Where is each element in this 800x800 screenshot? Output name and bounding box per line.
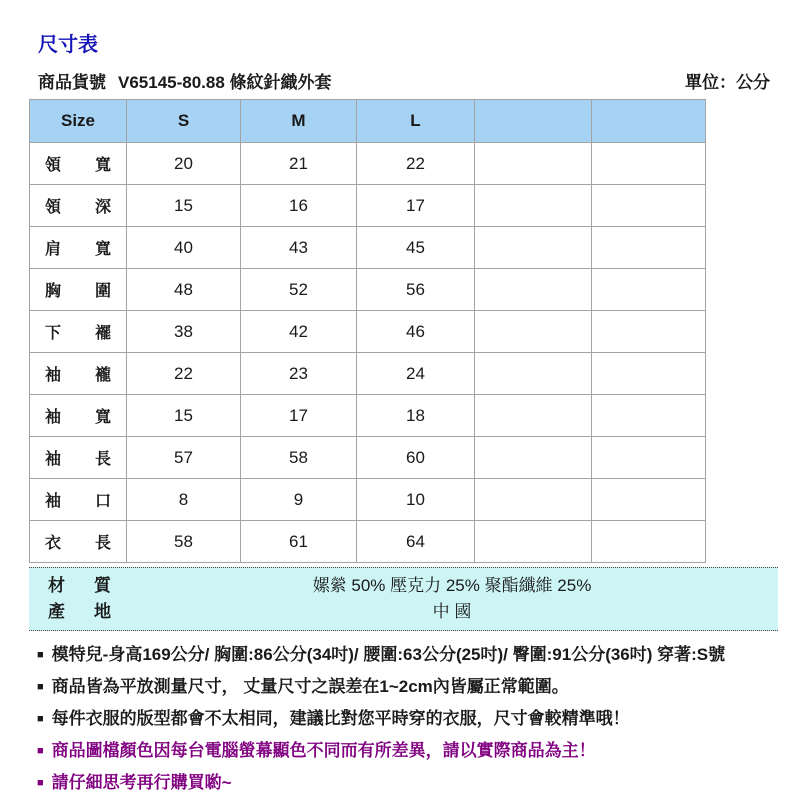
cell-value <box>592 143 706 185</box>
row-label: 下襬 <box>30 311 127 353</box>
note-text: 商品皆為平放測量尺寸， 丈量尺寸之誤差在1~2cm內皆屬正常範圍。 <box>51 677 569 696</box>
bullet-square-icon: ■ <box>37 745 44 757</box>
cell-value <box>592 521 706 563</box>
table-row <box>30 227 706 269</box>
cell-value <box>592 479 706 521</box>
origin-row <box>29 599 778 625</box>
cell-value: 43 <box>241 227 357 269</box>
cell-value: 17 <box>241 395 357 437</box>
cell-value: 46 <box>357 311 475 353</box>
cell-value <box>475 143 592 185</box>
table-row <box>30 143 706 185</box>
cell-value: 40 <box>127 227 241 269</box>
column-header-empty-2 <box>592 100 706 143</box>
material-origin-band <box>29 567 778 631</box>
column-header-l: L <box>357 100 475 143</box>
table-header-row <box>30 100 706 143</box>
row-label: 領深 <box>30 185 127 227</box>
cell-value: 20 <box>127 143 241 185</box>
bullet-square-icon: ■ <box>37 777 44 789</box>
cell-value <box>475 227 592 269</box>
cell-value <box>475 185 592 227</box>
note-text: 模特兒-身高169公分/ 胸圍:86公分(34吋)/ 腰圍:63公分(25吋)/ 臀圍:91公分(36吋) 穿著:S號 <box>51 645 726 664</box>
cell-value: 52 <box>241 269 357 311</box>
column-header-empty-1 <box>475 100 592 143</box>
cell-value: 38 <box>127 311 241 353</box>
note-line-model <box>37 640 770 672</box>
cell-value <box>592 269 706 311</box>
note-line-fit <box>37 704 770 736</box>
cell-value <box>475 479 592 521</box>
notes <box>37 640 770 800</box>
note-text: 每件衣服的版型都會不太相同，建議比對您平時穿的衣服，尺寸會較精準哦！ <box>51 709 630 728</box>
row-label: 袖寬 <box>30 395 127 437</box>
row-label: 肩寬 <box>30 227 127 269</box>
cell-value <box>592 311 706 353</box>
cell-value: 48 <box>127 269 241 311</box>
note-line-color-disclaimer <box>37 736 770 768</box>
cell-value <box>592 185 706 227</box>
cell-value: 9 <box>241 479 357 521</box>
cell-value: 17 <box>357 185 475 227</box>
cell-value: 64 <box>357 521 475 563</box>
table-row <box>30 437 706 479</box>
cell-value: 16 <box>241 185 357 227</box>
cell-value: 60 <box>357 437 475 479</box>
cell-value: 22 <box>127 353 241 395</box>
row-label: 胸圍 <box>30 269 127 311</box>
size-table <box>29 99 706 563</box>
cell-value: 22 <box>357 143 475 185</box>
bullet-square-icon: ■ <box>37 713 44 725</box>
row-label: 衣長 <box>30 521 127 563</box>
bullet-square-icon: ■ <box>37 649 44 661</box>
column-header-s: S <box>127 100 241 143</box>
note-line-measurement <box>37 672 770 704</box>
table-row <box>30 269 706 311</box>
note-line-think-before-buying <box>37 768 770 800</box>
cell-value: 42 <box>241 311 357 353</box>
cell-value: 15 <box>127 185 241 227</box>
cell-value: 23 <box>241 353 357 395</box>
table-row <box>30 479 706 521</box>
cell-value <box>475 311 592 353</box>
cell-value: 21 <box>241 143 357 185</box>
material-value: 嫘縈 50% 壓克力 25% 聚酯纖維 25% <box>312 576 592 595</box>
table-row <box>30 353 706 395</box>
cell-value: 24 <box>357 353 475 395</box>
cell-value <box>592 437 706 479</box>
column-header-size: Size <box>30 100 127 143</box>
material-label: 材質 <box>48 576 111 595</box>
product-number <box>38 72 332 94</box>
product-code: V65145-80.88 條紋針織外套 <box>118 73 332 92</box>
product-header <box>38 72 770 94</box>
table-row <box>30 185 706 227</box>
row-label: 袖口 <box>30 479 127 521</box>
unit-label: 單位：公分 <box>685 73 770 92</box>
cell-value: 58 <box>127 521 241 563</box>
cell-value: 10 <box>357 479 475 521</box>
table-row <box>30 311 706 353</box>
cell-value: 56 <box>357 269 475 311</box>
cell-value <box>475 353 592 395</box>
cell-value <box>475 437 592 479</box>
row-label: 袖長 <box>30 437 127 479</box>
row-label: 袖襱 <box>30 353 127 395</box>
origin-label: 產地 <box>48 602 111 621</box>
cell-value <box>475 269 592 311</box>
cell-value: 45 <box>357 227 475 269</box>
cell-value: 18 <box>357 395 475 437</box>
note-text: 商品圖檔顏色因每台電腦螢幕顯色不同而有所差異，請以實際商品為主！ <box>51 741 596 760</box>
bullet-square-icon: ■ <box>37 681 44 693</box>
note-text: 請仔細思考再行購買喲~ <box>51 773 232 792</box>
cell-value: 15 <box>127 395 241 437</box>
cell-value <box>592 227 706 269</box>
page-title: 尺寸表 <box>38 34 98 56</box>
column-header-m: M <box>241 100 357 143</box>
table-row <box>30 521 706 563</box>
cell-value <box>592 395 706 437</box>
cell-value: 58 <box>241 437 357 479</box>
product-number-label: 商品貨號 <box>38 73 106 92</box>
table-row <box>30 395 706 437</box>
cell-value <box>475 395 592 437</box>
cell-value <box>475 521 592 563</box>
row-label: 領寬 <box>30 143 127 185</box>
origin-value: 中 國 <box>432 602 472 621</box>
cell-value <box>592 353 706 395</box>
material-row <box>29 573 778 599</box>
cell-value: 57 <box>127 437 241 479</box>
cell-value: 61 <box>241 521 357 563</box>
cell-value: 8 <box>127 479 241 521</box>
